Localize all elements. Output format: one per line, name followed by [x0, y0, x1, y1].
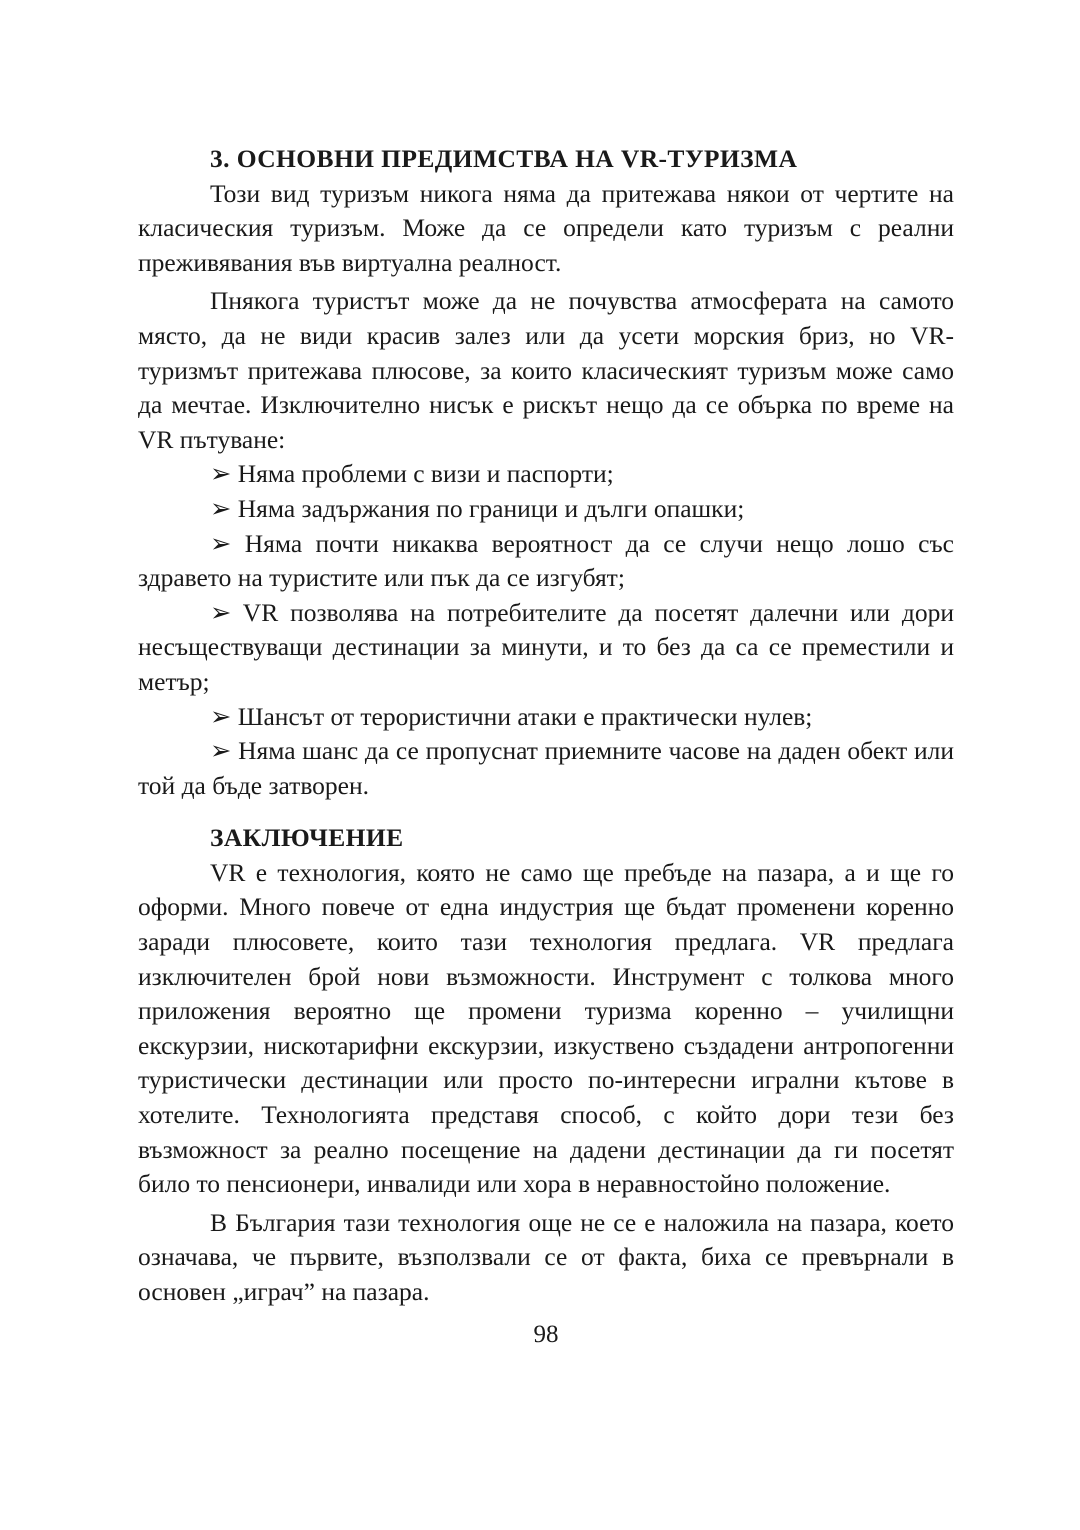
bullet-item — [138, 527, 954, 596]
bullet-item — [138, 596, 954, 700]
bullet-item — [138, 700, 954, 735]
section-3-paragraph-1: Този вид туризъм никога няма да притежава някои от чертите на класическия туризъм. Може да се определи като туризъм с реални преживявания във виртуална реалност. — [138, 178, 954, 277]
bullet-text: Няма задържания по граници и дълги опашки; — [237, 493, 745, 523]
bullet-item — [138, 492, 954, 527]
conclusion-title: ЗАКЛЮЧЕНИЕ — [210, 823, 404, 853]
section-3-paragraph-2: Пнякога туристът може да не почувства атмосферата на самото място, да не види красив залез или да усети морския бриз, но VR-туризмът притежава плюсове, за които класическият туризъм може само да мечтае. Изключително нисък е рискът нещо да се обърка по време на VR пътуване: — [138, 286, 954, 454]
bullet-text: Няма проблеми с визи и паспорти; — [237, 459, 614, 489]
arrow-bullet-icon: ➢ — [210, 736, 232, 766]
bullet-item — [138, 457, 954, 492]
conclusion-paragraph-2: В България тази технология още не се е наложила на пазара, което означава, че първите, възползвали се от факта, биха се превърнали в основен „играч” на пазара. — [138, 1207, 954, 1306]
arrow-bullet-icon: ➢ — [210, 701, 232, 731]
arrow-bullet-icon: ➢ — [210, 459, 232, 489]
bullet-text: Няма шанс да се пропуснат приемните часове на даден обект или той да бъде затворен. — [138, 736, 955, 800]
page-body — [138, 142, 954, 1352]
arrow-bullet-icon: ➢ — [210, 597, 232, 627]
arrow-bullet-icon: ➢ — [210, 493, 232, 523]
bullet-item — [138, 734, 954, 803]
arrow-bullet-icon: ➢ — [210, 528, 232, 558]
bullet-text: Шансът от терористични атаки е практически нулев; — [237, 701, 813, 731]
bullet-text: Няма почти никаква вероятност да се случи нещо лошо със здравето на туристите или пък да се изгубят; — [138, 528, 954, 593]
section-3-title: 3. ОСНОВНИ ПРЕДИМСТВА НА VR-ТУРИЗМА — [210, 144, 798, 173]
page-number: 98 — [533, 1320, 559, 1348]
conclusion-paragraph-1: VR е технология, която не само ще пребъде на пазара, а и ще го оформи. Много повече от една индустрия ще бъдат променени коренно заради плюсовете, които тази технология предлага. VR предлага изключителен брой нови възможности. Инструмент с толкова много приложения вероятно ще промени туризма коренно – училищни екскурзии, нискотарифни екскурзии, изкуствено създадени антропогенни туристически дестинации или просто по-интересни игрални кътове в хотелите. Технологията представя способ, с който дори тези без възможност за реално посещение на дадени дестинации да ги посетят било то пенсионери, инвалиди или хора в неравностойно положение. — [138, 857, 954, 1199]
bullet-text: VR позволява на потребителите да посетят далечни или дори несъществуващи дестинации за минути, и то без да са се преместили и метър; — [138, 597, 955, 696]
